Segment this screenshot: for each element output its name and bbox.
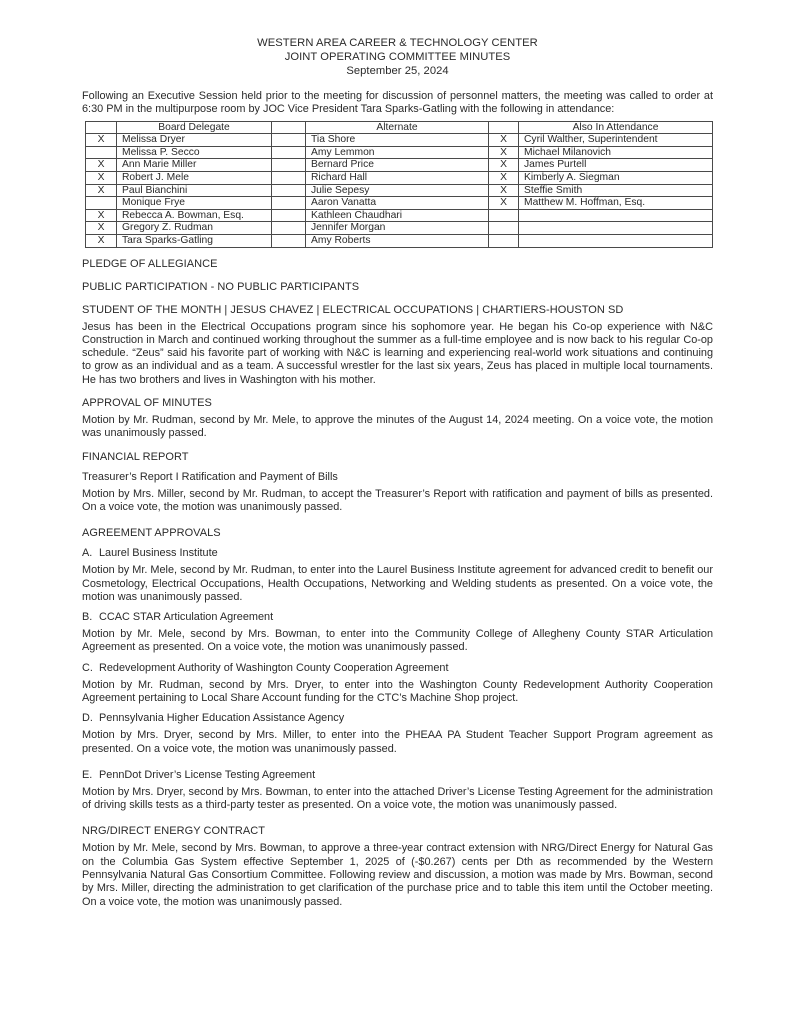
student-of-month-body: Jesus has been in the Electrical Occupations program since his sophomore year. He began his Co-op experience with N&C Construction in March and continued working throughout the summer as a full-time employee and is now back to his regular Co-op schedule. “Zeus” said his favorite part of working with N&C is learning and experiencing real-world work situations and continuing to grow as an individual and as a team. A successful wrestler for the last six years, Zeus has placed in multiple local tournaments. He has two brothers and lives in Washington with his mother. bbox=[82, 320, 713, 386]
section-heading-public-participation: PUBLIC PARTICIPATION - NO PUBLIC PARTICIPANTS bbox=[82, 280, 360, 293]
document-title: JOINT OPERATING COMMITTEE MINUTES bbox=[284, 51, 511, 63]
agreement-body-d: Motion by Mrs. Dryer, second by Mrs. Miller, to enter into the PHEAA PA Student Teacher Support Program agreement as presented. On a voice vote, the motion was unanimously passed. bbox=[82, 729, 713, 755]
agreement-letter: E. bbox=[82, 768, 93, 781]
attendee-name: Michael Milanovich bbox=[519, 146, 713, 159]
attendee-name bbox=[519, 222, 713, 235]
present-mark bbox=[272, 209, 306, 222]
attendance-header-row bbox=[86, 121, 713, 134]
intro-paragraph: Following an Executive Session held prior to the meeting for discussion of personnel matters, the meeting was called to order at 6:30 PM in the multipurpose room by JOC Vice President Tara Sparks-Gatling with the following in attendance: bbox=[82, 90, 713, 116]
header-board-delegate: Board Delegate bbox=[117, 121, 272, 134]
attendance-row bbox=[86, 197, 713, 210]
section-heading-student-of-month: STUDENT OF THE MONTH | JESUS CHAVEZ | ELECTRICAL OCCUPATIONS | CHARTIERS-HOUSTON SD bbox=[82, 303, 624, 316]
attendance-row bbox=[86, 184, 713, 197]
section-heading-pledge: PLEDGE OF ALLEGIANCE bbox=[82, 257, 218, 270]
delegate-name: Ann Marie Miller bbox=[117, 159, 272, 172]
attendee-name: Steffie Smith bbox=[519, 184, 713, 197]
attendance-row bbox=[86, 134, 713, 147]
attendance-table bbox=[85, 121, 713, 248]
agreement-body-a: Motion by Mr. Mele, second by Mr. Rudman, to enter into the Laurel Business Institute agreement for advanced credit to benefit our Cosmetology, Electrical Occupations, Health Occupations, Networking and Welding students as presented. On a voice vote, the motion was unanimously passed. bbox=[82, 564, 713, 603]
present-mark: X bbox=[489, 184, 519, 197]
agreement-title-b bbox=[82, 610, 713, 624]
present-mark bbox=[272, 146, 306, 159]
delegate-name: Melissa P. Secco bbox=[117, 146, 272, 159]
agreement-title: Redevelopment Authority of Washington County Cooperation Agreement bbox=[99, 661, 449, 674]
alternate-name: Bernard Price bbox=[306, 159, 489, 172]
agreement-title: PennDot Driver’s License Testing Agreement bbox=[99, 768, 316, 781]
present-mark bbox=[272, 134, 306, 147]
attendance-row bbox=[86, 222, 713, 235]
header-also-in-attendance: Also In Attendance bbox=[519, 121, 713, 134]
agreement-title-a bbox=[82, 546, 713, 560]
delegate-name: Tara Sparks-Gatling bbox=[117, 234, 272, 247]
delegate-name: Melissa Dryer bbox=[117, 134, 272, 147]
delegate-name: Monique Frye bbox=[117, 197, 272, 210]
present-mark: X bbox=[489, 197, 519, 210]
present-mark: X bbox=[489, 159, 519, 172]
alternate-name: Richard Hall bbox=[306, 171, 489, 184]
energy-contract-body: Motion by Mr. Mele, second by Mrs. Bowman, to approve a three-year contract extension with NRG/Direct Energy for Natural Gas on the Columbia Gas System effective September 1, 2025 of (-$0.267) cents per Dth as recommended by the Western Pennsylvania Natural Gas Consortium Committee. Following review and discussion, a motion was made by Mrs. Bowman, second by Mrs. Miller, directing the administration to get clarification of the purchase price and to table this item until the October meeting. On a voice vote, the motion was unanimously passed. bbox=[82, 842, 713, 908]
agreement-title-d bbox=[82, 711, 713, 725]
present-mark: X bbox=[86, 234, 117, 247]
attendee-name: Kimberly A. Siegman bbox=[519, 171, 713, 184]
agreement-body-c: Motion by Mr. Rudman, second by Mrs. Dryer, to enter into the Washington County Redevelopment Authority Cooperation Agreement pertaining to Local Share Account funding for the CTC’s Machine Shop project. bbox=[82, 678, 713, 704]
agreement-letter: C. bbox=[82, 661, 93, 674]
alternate-name: Jennifer Morgan bbox=[306, 222, 489, 235]
present-mark bbox=[489, 234, 519, 247]
financial-report-body: Motion by Mrs. Miller, second by Mr. Rudman, to accept the Treasurer’s Report with ratification and payment of bills as presented. On a voice vote, the motion was unanimously passed. bbox=[82, 487, 713, 513]
section-heading-approval-of-minutes: APPROVAL OF MINUTES bbox=[82, 397, 212, 410]
agreement-title: CCAC STAR Articulation Agreement bbox=[99, 611, 274, 624]
attendance-row bbox=[86, 171, 713, 184]
delegate-name: Robert J. Mele bbox=[117, 171, 272, 184]
alternate-name: Aaron Vanatta bbox=[306, 197, 489, 210]
section-heading-agreement-approvals: AGREEMENT APPROVALS bbox=[82, 527, 221, 540]
attendance-row bbox=[86, 159, 713, 172]
present-mark bbox=[272, 222, 306, 235]
agreement-letter: D. bbox=[82, 712, 93, 725]
present-mark bbox=[272, 234, 306, 247]
attendee-name: Cyril Walther, Superintendent bbox=[519, 134, 713, 147]
delegate-name: Paul Bianchini bbox=[117, 184, 272, 197]
attendee-name bbox=[519, 209, 713, 222]
present-mark: X bbox=[86, 222, 117, 235]
present-mark: X bbox=[489, 146, 519, 159]
section-heading-energy-contract: NRG/DIRECT ENERGY CONTRACT bbox=[82, 825, 266, 838]
present-mark bbox=[86, 197, 117, 210]
present-mark bbox=[272, 171, 306, 184]
agreement-title-e bbox=[82, 768, 713, 782]
present-mark bbox=[272, 184, 306, 197]
delegate-name: Rebecca A. Bowman, Esq. bbox=[117, 209, 272, 222]
agreement-title: Pennsylvania Higher Education Assistance Agency bbox=[99, 712, 345, 725]
present-mark: X bbox=[489, 134, 519, 147]
present-mark: X bbox=[86, 134, 117, 147]
agreement-letter: A. bbox=[82, 547, 93, 560]
alternate-name: Amy Roberts bbox=[306, 234, 489, 247]
attendee-name bbox=[519, 234, 713, 247]
present-mark bbox=[272, 159, 306, 172]
approval-of-minutes-body: Motion by Mr. Rudman, second by Mr. Mele, to approve the minutes of the August 14, 2024 meeting. On a voice vote, the motion was unanimously passed. bbox=[82, 414, 713, 440]
organization-name: WESTERN AREA CAREER & TECHNOLOGY CENTER bbox=[257, 37, 538, 49]
present-mark: X bbox=[86, 159, 117, 172]
present-mark bbox=[489, 209, 519, 222]
attendee-name: James Purtell bbox=[519, 159, 713, 172]
agreement-title-c bbox=[82, 661, 713, 675]
header-alternate: Alternate bbox=[306, 121, 489, 134]
present-mark: X bbox=[86, 171, 117, 184]
attendance-row bbox=[86, 146, 713, 159]
treasurer-report-subheading: Treasurer’s Report I Ratification and Payment of Bills bbox=[82, 470, 338, 483]
document-header bbox=[82, 36, 713, 78]
present-mark: X bbox=[86, 209, 117, 222]
delegate-name: Gregory Z. Rudman bbox=[117, 222, 272, 235]
agreement-title: Laurel Business Institute bbox=[99, 547, 218, 560]
attendance-row bbox=[86, 209, 713, 222]
attendee-name: Matthew M. Hoffman, Esq. bbox=[519, 197, 713, 210]
present-mark: X bbox=[489, 171, 519, 184]
present-mark: X bbox=[86, 184, 117, 197]
present-mark bbox=[272, 197, 306, 210]
present-mark bbox=[86, 146, 117, 159]
agreement-body-e: Motion by Mrs. Dryer, second by Mrs. Bowman, to enter into the attached Driver’s License Testing Agreement for the administration of driving skills tests as a third-party tester as presented. On a voice vote, the motion was unanimously passed. bbox=[82, 785, 713, 812]
agreement-body-b: Motion by Mr. Mele, second by Mrs. Bowman, to enter into the Community College of Allegheny County STAR Articulation Agreement as presented. On a voice vote, the motion was unanimously passed. bbox=[82, 628, 713, 654]
alternate-name: Tia Shore bbox=[306, 134, 489, 147]
agreement-letter: B. bbox=[82, 611, 93, 624]
alternate-name: Amy Lemmon bbox=[306, 146, 489, 159]
minutes-page bbox=[82, 36, 713, 909]
attendance-row bbox=[86, 234, 713, 247]
present-mark bbox=[489, 222, 519, 235]
section-heading-financial-report: FINANCIAL REPORT bbox=[82, 450, 189, 463]
meeting-date: September 25, 2024 bbox=[346, 65, 449, 77]
alternate-name: Julie Sepesy bbox=[306, 184, 489, 197]
alternate-name: Kathleen Chaudhari bbox=[306, 209, 489, 222]
